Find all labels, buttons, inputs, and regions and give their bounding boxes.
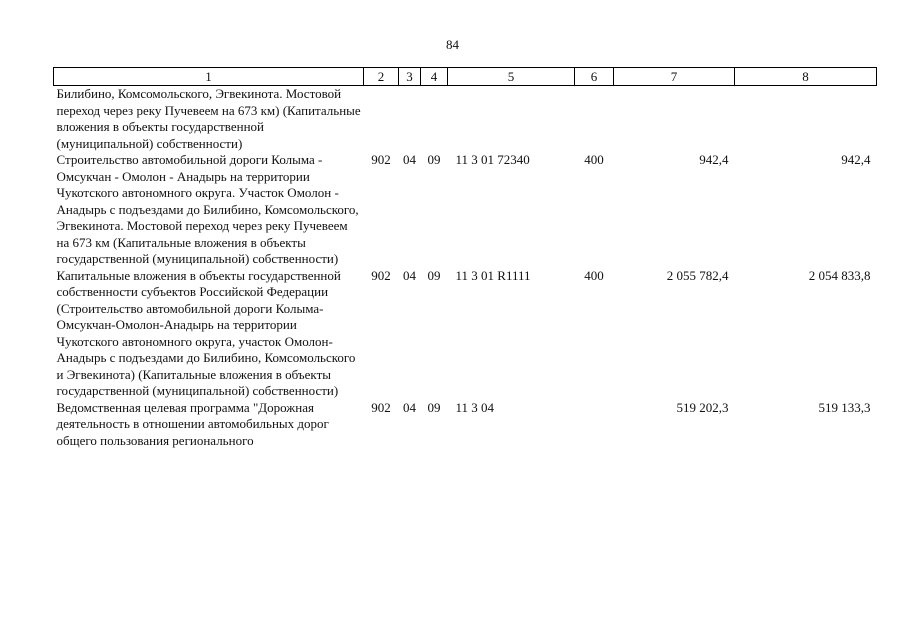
row-name: Капитальные вложения в объекты государственной собственности субъектов Российской Федерации (Строительство автомобильной дороги Колыма-Омсукчан-Омолон-Анадырь на территории Чукотского автономного округа, участок Омолон-Анадырь с подъездами до Билибино, Комсомольского и Эгвекинота) (Капитальные вложения в объекты государственной (муниципальной) собственности): [56, 267, 356, 398]
row-section: 04: [403, 267, 416, 283]
column-header-7: 7: [614, 68, 735, 86]
row-name: Строительство автомобильной дороги Колыма - Омсукчан - Омолон - Анадырь на территории Чукотского автономного округа. Участок Омолон - Анадырь с подъездами до Билибино, Комсомольского, Эгвекинота. Мостовой переход через реку Пучевеем на 673 км (Капитальные вложения в объекты государственной (муниципальной) собственности): [56, 152, 359, 266]
row-sum-2: 2 054 833,8: [808, 267, 871, 283]
column-header-8: 8: [735, 68, 877, 86]
row-section: [399, 86, 421, 153]
row-grbs: 902: [371, 399, 391, 415]
row-target-article: 11 3 01 72340: [455, 152, 530, 167]
row-grbs: 902: [371, 152, 391, 167]
table-row: [54, 400, 877, 450]
table-row: [54, 152, 877, 268]
row-expense-type: 400: [584, 152, 604, 167]
header-row: [54, 68, 877, 86]
column-header-2: 2: [364, 68, 399, 86]
table-row: [54, 268, 877, 400]
row-sum-2: 942,4: [841, 152, 871, 167]
row-sum-2: [735, 86, 877, 153]
column-header-1: 1: [54, 68, 364, 86]
column-header-3: 3: [399, 68, 421, 86]
row-grbs: 902: [371, 267, 391, 283]
row-subsection: 09: [427, 267, 441, 283]
column-header-6: 6: [575, 68, 614, 86]
row-sum-1: 942,4: [699, 152, 729, 167]
row-subsection: 09: [427, 399, 441, 415]
row-target-article: 11 3 04: [455, 399, 495, 415]
row-section: 04: [403, 399, 416, 415]
row-target-article: [448, 86, 575, 153]
row-sum-2: 519 133,3: [818, 399, 871, 415]
row-target-article: 11 3 01 R1111: [455, 267, 531, 283]
row-name: Ведомственная целевая программа "Дорожная деятельность в отношении автомобильных дорог общего пользования регионального: [56, 399, 329, 448]
column-header-4: 4: [421, 68, 448, 86]
row-expense-type: [575, 86, 614, 153]
row-expense-type: [575, 400, 614, 450]
row-sum-1: 2 055 782,4: [666, 267, 729, 283]
row-subsection: [421, 86, 448, 153]
row-subsection: 09: [427, 152, 441, 167]
row-grbs: [364, 86, 399, 153]
row-expense-type: 400: [584, 267, 604, 283]
budget-table: [53, 67, 877, 449]
row-sum-1: [614, 86, 735, 153]
page-number: 84: [446, 37, 459, 52]
table-row: [54, 86, 877, 153]
row-sum-1: 519 202,3: [676, 399, 729, 415]
column-header-5: 5: [448, 68, 575, 86]
row-section: 04: [403, 152, 416, 167]
row-name: Билибино, Комсомольского, Эгвекинота. Мостовой переход через реку Пучевеем на 673 км) (Капитальные вложения в объекты государственной (муниципальной) собственности): [56, 86, 361, 151]
